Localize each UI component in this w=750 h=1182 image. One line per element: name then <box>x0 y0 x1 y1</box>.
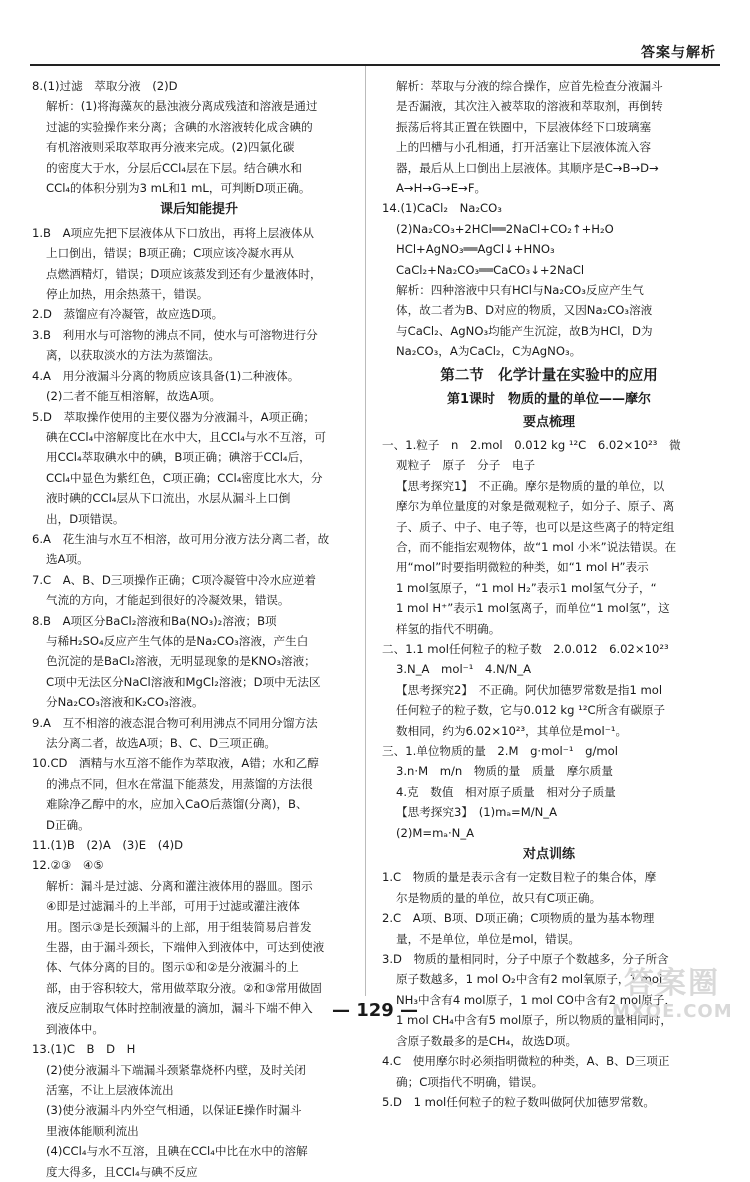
right-column <box>382 76 716 1112</box>
text-line: 观粒子 原子 分子 电子 <box>396 458 536 473</box>
text-line: 原子数越多，1 mol O₂中含有2 mol氧原子，1 mol <box>396 972 663 987</box>
text-line: CaCl₂+Na₂CO₃══CaCO₃↓+2NaCl <box>396 262 585 277</box>
text-line: 与CaCl₂、AgNO₃均能产生沉淀，故B为HCl，D为 <box>396 323 653 338</box>
text-line: 8.B A项区分BaCl₂溶液和Ba(NO₃)₂溶液；B项 <box>32 613 277 628</box>
text-line: CCl₄中显色为紫红色，C项正确；CCl₄密度比水大，分 <box>46 470 323 485</box>
watermark-top: 答案圈 <box>624 966 720 1001</box>
text-line: ④即是过滤漏斗的上半部，可用于过滤或灌注液体 <box>46 899 300 914</box>
text-line: NH₃中含有4 mol原子，1 mol CO中含有2 mol原子， <box>396 992 677 1007</box>
text-line: 体，故二者为B、D对应的物质，又因Na₂CO₃溶液 <box>396 303 653 318</box>
text-line: 选A项。 <box>46 552 89 567</box>
text-line: (3)使分液漏斗内外空气相通，以保证E操作时漏斗 <box>46 1103 302 1118</box>
text-line: 4.C 使用摩尔时必须指明微粒的种类，A、B、D三项正 <box>382 1054 670 1069</box>
text-line: 量，不是单位，单位是mol，错误。 <box>396 931 580 946</box>
text-line: (2)使分液漏斗下端漏斗颈紧靠烧杯内壁，及时关闭 <box>46 1062 306 1077</box>
section-heading: 课后知能提升 <box>159 202 238 218</box>
section-heading: 第二节 化学计量在实验中的应用 <box>440 367 658 384</box>
text-line: 气流的方向，才能起到很好的冷凝效果，错误。 <box>46 593 290 608</box>
text-line: 用“mol”时要指明微粒的种类，如“1 mol H”表示 <box>396 560 649 575</box>
text-line: 样氢的指代不明确。 <box>396 621 501 636</box>
text-line: 任何粒子的粒子数，它与0.012 kg ¹²C所含有碳原子 <box>396 703 666 718</box>
text-line: 合，而不能指宏观物体，故“1 mol 小米”说法错误。在 <box>396 539 677 554</box>
text-line: (2)Na₂CO₃+2HCl══2NaCl+CO₂↑+H₂O <box>396 221 614 236</box>
text-line: (2)M=mₐ·N_A <box>396 825 475 840</box>
page-number: — 129 — <box>331 1000 419 1021</box>
text-line: 8.(1)过滤 萃取分液 (2)D <box>32 79 178 93</box>
text-line: 到液体中。 <box>46 1021 104 1036</box>
text-line: 法分离二者，故选A项；B、C、D三项正确。 <box>46 736 277 750</box>
text-line: 子、质子、中子、电子等，也可以是这些离子的特定组 <box>396 519 675 534</box>
text-line: 解析：四种溶液中只有HCl与Na₂CO₃反应产生气 <box>396 283 644 298</box>
text-line: 离，以获取淡水的方法为蒸馏法。 <box>46 348 220 363</box>
text-line: 3.n·M m/n 物质的量 质量 摩尔质量 <box>396 764 613 779</box>
section-heading: 要点梳理 <box>522 414 575 430</box>
text-line: 器，最后从上口倒出上层液体。其顺序是C→B→D→ <box>396 160 659 175</box>
text-line: 确；C项指代不明确，错误。 <box>396 1074 544 1089</box>
text-line: 振荡后将其正置在铁圈中，下层液体经下口玻璃塞 <box>396 119 652 134</box>
text-line: 5.D 1 mol任何粒子的粒子数叫做阿伏加德罗常数。 <box>382 1094 655 1109</box>
text-line: 用CCl₄萃取碘水中的碘，B项正确；碘溶于CCl₄后， <box>46 450 311 465</box>
section-heading: 对点训练 <box>522 847 575 863</box>
text-line: 难除净乙醇中的水，应加入CaO后蒸馏(分离)，B、 <box>46 797 308 812</box>
header-title: 答案与解析 <box>641 45 716 61</box>
text-line: 3.N_A mol⁻¹ 4.N/N_A <box>396 662 532 677</box>
text-line: 6.A 花生油与水互不相溶，故可用分液方法分离二者，故 <box>32 531 330 546</box>
text-line: 2.D 蒸馏应有冷凝管，故应选D项。 <box>32 307 224 322</box>
text-line: 解析：漏斗是过滤、分离和灌注液体用的器皿。图示 <box>46 878 313 893</box>
text-line: 与稀H₂SO₄反应产生气体的是Na₂CO₃溶液，产生白 <box>46 633 309 648</box>
text-line: 4.A 用分液漏斗分离的物质应该具备(1)二种液体。 <box>32 368 300 383</box>
text-line: 【思考探究1】 不正确。摩尔是物质的量的单位，以 <box>396 478 665 493</box>
text-line: 里液体能顺利流出 <box>46 1123 139 1138</box>
text-line: 9.A 互不相溶的液态混合物可利用沸点不同用分馏方法 <box>32 715 318 730</box>
text-line: CCl₄的体积分别为3 mL和1 mL，可判断D项正确。 <box>46 181 311 196</box>
text-line: 色沉淀的是BaCl₂溶液，无明显现象的是KNO₃溶液； <box>46 654 316 669</box>
text-line: 3.B 利用水与可溶物的沸点不同，使水与可溶物进行分 <box>32 327 318 342</box>
text-line: 上口倒出，错误；B项正确；C项应该冷凝水再从 <box>46 246 294 261</box>
text-line: 二、1.1 mol任何粒子的粒子数 2.0.012 6.02×10²³ <box>382 641 669 656</box>
text-line: 1.C 物质的量是表示含有一定数目粒子的集合体，摩 <box>382 870 657 885</box>
text-line: 一、1.粒子 n 2.mol 0.012 kg ¹²C 6.02×10²³ 微 <box>382 437 681 452</box>
text-line: (4)CCl₄与水不互溶，且碘在CCl₄中比在水中的溶解 <box>46 1144 308 1159</box>
text-line: (2)二者不能互相溶解，故选A项。 <box>46 389 222 404</box>
text-line: 用。图示③是长颈漏斗的上部，用于组装简易启普发 <box>46 919 312 934</box>
text-line: 1 mol H⁺”表示1 mol氢离子，而单位“1 mol氢”，这 <box>396 601 670 616</box>
text-line: C项中无法区分NaCl溶液和MgCl₂溶液；D项中无法区 <box>46 674 321 689</box>
text-line: 1.B A项应先把下层液体从下口放出，再将上层液体从 <box>32 225 315 240</box>
text-line: 解析：萃取与分液的综合操作，应首先检查分液漏斗 <box>396 79 663 93</box>
text-line: 上的凹槽与小孔相通，打开活塞让下层液体流入容 <box>396 140 652 155</box>
text-line: 摩尔为单位量度的对象是微观粒子，如分子、原子、离 <box>396 499 675 514</box>
text-line: 的沸点不同，但水在常温下能蒸发，用蒸馏的方法很 <box>46 776 313 791</box>
text-line: A→H→G→E→F。 <box>396 181 487 196</box>
watermark-bottom: MXQE.COM <box>612 1001 733 1022</box>
text-line: 5.D 萃取操作使用的主要仪器为分液漏斗，A项正确； <box>32 409 315 424</box>
text-line: 体、气体分离的目的。图示①和②是分液漏斗的上 <box>46 960 299 975</box>
text-line: 活塞，不让上层液体流出 <box>46 1082 174 1097</box>
text-line: 停止加热，用余热蒸干，错误。 <box>46 287 209 302</box>
text-line: 的密度大于水，分层后CCl₄层在下层。结合碘水和 <box>46 160 302 175</box>
text-line: 是否漏液，其次注入被萃取的溶液和萃取剂，再倒转 <box>396 99 663 114</box>
text-line: 点燃酒精灯，错误；D项应该蒸发到还有少量液体时， <box>46 266 322 281</box>
text-line: 7.C A、B、D三项操作正确；C项冷凝管中冷水应逆着 <box>32 572 316 587</box>
text-line: 12.②③ ④⑤ <box>32 858 104 873</box>
text-line: 出，D项错误。 <box>46 511 125 526</box>
text-line: 1 mol氢原子，“1 mol H₂”表示1 mol氢气分子，“ <box>396 580 657 595</box>
text-line: 生器，由于漏斗颈长，下端伸入到液体中，可达到使液 <box>46 940 325 955</box>
text-line: 13.(1)C B D H <box>32 1042 136 1057</box>
text-line: 尔是物质的量的单位，故只有C项正确。 <box>396 890 602 905</box>
text-line: 过滤的实验操作来分离；含碘的水溶液转化成含碘的 <box>46 119 313 134</box>
text-line: 液反应制取气体时控制液量的滴加，漏斗下端不伸入 <box>46 1001 313 1016</box>
text-line: Na₂CO₃，A为CaCl₂，C为AgNO₃。 <box>396 344 582 359</box>
text-line: 度大得多，且CCl₄与碘不反应 <box>46 1164 198 1179</box>
text-line: 11.(1)B (2)A (3)E (4)D <box>32 838 184 853</box>
text-line: 液时碘的CCl₄层从下口流出，水层从漏斗上口倒 <box>46 491 291 506</box>
text-line: 数相同，约为6.02×10²³，其单位是mol⁻¹。 <box>396 723 628 738</box>
text-line: HCl+AgNO₃══AgCl↓+HNO₃ <box>396 242 555 257</box>
text-line: D正确。 <box>46 817 90 832</box>
text-line: 【思考探究2】 不正确。阿伏加德罗常数是指1 mol <box>396 682 663 697</box>
text-line: 解析：(1)将海藻灰的悬浊液分离成残渣和溶液是通过 <box>46 99 318 114</box>
text-line: 有机溶液则采取萃取再分液来完成。(2)四氯化碳 <box>46 140 295 155</box>
section-heading: 第1课时 物质的量的单位——摩尔 <box>446 392 652 408</box>
text-line: 三、1.单位物质的量 2.M g·mol⁻¹ g/mol <box>382 744 618 758</box>
text-line: 碘在CCl₄中溶解度比在水中大，且CCl₄与水不互溶，可 <box>46 429 326 444</box>
text-line: 14.(1)CaCl₂ Na₂CO₃ <box>382 201 502 216</box>
text-line: 部，由于容积较大，常用做萃取分液。②和③常用做固 <box>46 980 322 995</box>
text-line: 【思考探究3】 (1)mₐ=M/N_A <box>396 805 558 820</box>
page-header <box>30 30 720 66</box>
text-line: 分Na₂CO₃溶液和K₂CO₃溶液。 <box>46 695 204 710</box>
text-line: 3.D 物质的量相同时，分子中原子个数越多，分子所含 <box>382 952 669 967</box>
site-watermark <box>612 967 732 1029</box>
text-line: 4.克 数值 相对原子质量 相对分子质量 <box>396 784 616 799</box>
text-line: 2.C A项、B项、D项正确；C项物质的量为基本物理 <box>382 911 655 926</box>
text-line: 10.CD 酒精与水互溶不能作为萃取液，A错；水和乙醇 <box>32 756 319 771</box>
text-line: 1 mol CH₄中含有5 mol原子，所以物质的量相同时， <box>396 1013 672 1028</box>
text-line: 含原子数最多的是CH₄，故选D项。 <box>396 1033 578 1048</box>
